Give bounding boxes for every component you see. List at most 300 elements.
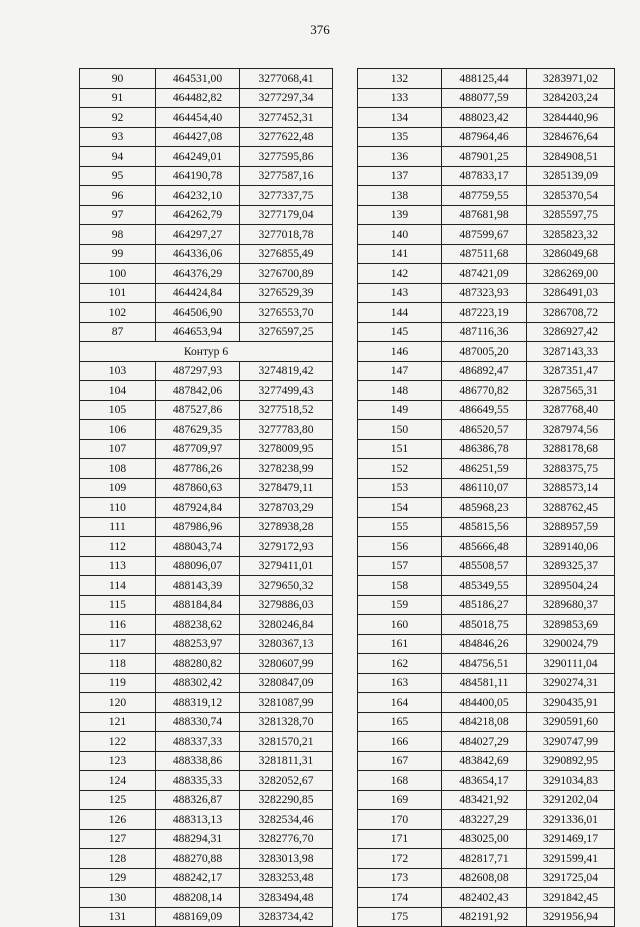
x-coordinate-cell: 464297,27 <box>156 225 240 245</box>
x-coordinate-cell: 486251,59 <box>442 459 527 479</box>
point-number-cell: 132 <box>358 69 442 89</box>
y-coordinate-cell: 3280607,99 <box>240 654 333 674</box>
point-number-cell: 130 <box>80 888 156 908</box>
y-coordinate-cell: 3282052,67 <box>240 771 333 791</box>
table-row <box>80 205 333 225</box>
y-coordinate-cell: 3288957,59 <box>527 517 615 537</box>
y-coordinate-cell: 3277179,04 <box>240 205 333 225</box>
point-number-cell: 139 <box>358 205 442 225</box>
point-number-cell: 106 <box>80 420 156 440</box>
point-number-cell: 97 <box>80 205 156 225</box>
x-coordinate-cell: 485186,27 <box>442 595 527 615</box>
point-number-cell: 141 <box>358 244 442 264</box>
x-coordinate-cell: 464190,78 <box>156 166 240 186</box>
y-coordinate-cell: 3278009,95 <box>240 439 333 459</box>
y-coordinate-cell: 3290274,31 <box>527 673 615 693</box>
point-number-cell: 110 <box>80 498 156 518</box>
point-number-cell: 122 <box>80 732 156 752</box>
y-coordinate-cell: 3288178,68 <box>527 439 615 459</box>
point-number-cell: 167 <box>358 751 442 771</box>
table-row <box>80 498 333 518</box>
point-number-cell: 137 <box>358 166 442 186</box>
x-coordinate-cell: 482608,08 <box>442 868 527 888</box>
x-coordinate-cell: 485349,55 <box>442 576 527 596</box>
table-row <box>80 342 333 362</box>
y-coordinate-cell: 3277452,31 <box>240 108 333 128</box>
table-row <box>358 615 615 635</box>
table-row <box>358 186 615 206</box>
table-row <box>80 186 333 206</box>
point-number-cell: 115 <box>80 595 156 615</box>
table-row <box>358 868 615 888</box>
table-row <box>358 498 615 518</box>
point-number-cell: 117 <box>80 634 156 654</box>
x-coordinate-cell: 486892,47 <box>442 361 527 381</box>
point-number-cell: 159 <box>358 595 442 615</box>
y-coordinate-cell: 3277499,43 <box>240 381 333 401</box>
y-coordinate-cell: 3291725,04 <box>527 868 615 888</box>
x-coordinate-cell: 464506,90 <box>156 303 240 323</box>
table-row <box>358 439 615 459</box>
x-coordinate-cell: 488330,74 <box>156 712 240 732</box>
table-row <box>358 478 615 498</box>
table-row <box>80 868 333 888</box>
x-coordinate-cell: 482191,92 <box>442 907 527 927</box>
point-number-cell: 114 <box>80 576 156 596</box>
y-coordinate-cell: 3282776,70 <box>240 829 333 849</box>
table-row <box>80 849 333 869</box>
table-row <box>358 361 615 381</box>
x-coordinate-cell: 484400,05 <box>442 693 527 713</box>
table-row <box>80 283 333 303</box>
y-coordinate-cell: 3286491,03 <box>527 283 615 303</box>
point-number-cell: 119 <box>80 673 156 693</box>
point-number-cell: 113 <box>80 556 156 576</box>
y-coordinate-cell: 3289853,69 <box>527 615 615 635</box>
x-coordinate-cell: 464376,29 <box>156 264 240 284</box>
x-coordinate-cell: 487964,46 <box>442 127 527 147</box>
y-coordinate-cell: 3287974,56 <box>527 420 615 440</box>
x-coordinate-cell: 485815,56 <box>442 517 527 537</box>
y-coordinate-cell: 3289140,06 <box>527 537 615 557</box>
y-coordinate-cell: 3277018,78 <box>240 225 333 245</box>
y-coordinate-cell: 3281087,99 <box>240 693 333 713</box>
y-coordinate-cell: 3291469,17 <box>527 829 615 849</box>
x-coordinate-cell: 483654,17 <box>442 771 527 791</box>
x-coordinate-cell: 487901,25 <box>442 147 527 167</box>
point-number-cell: 129 <box>80 868 156 888</box>
y-coordinate-cell: 3282534,46 <box>240 810 333 830</box>
y-coordinate-cell: 3291842,45 <box>527 888 615 908</box>
x-coordinate-cell: 464454,40 <box>156 108 240 128</box>
contour-label: Контур 6 <box>80 342 333 362</box>
x-coordinate-cell: 488169,09 <box>156 907 240 927</box>
x-coordinate-cell: 483421,92 <box>442 790 527 810</box>
table-row <box>358 595 615 615</box>
x-coordinate-cell: 487223,19 <box>442 303 527 323</box>
table-body <box>80 69 333 927</box>
table-row <box>358 673 615 693</box>
table-row <box>358 420 615 440</box>
x-coordinate-cell: 486110,07 <box>442 478 527 498</box>
x-coordinate-cell: 483025,00 <box>442 829 527 849</box>
x-coordinate-cell: 487421,09 <box>442 264 527 284</box>
point-number-cell: 123 <box>80 751 156 771</box>
x-coordinate-cell: 488337,33 <box>156 732 240 752</box>
point-number-cell: 104 <box>80 381 156 401</box>
x-coordinate-cell: 464482,82 <box>156 88 240 108</box>
x-coordinate-cell: 485018,75 <box>442 615 527 635</box>
y-coordinate-cell: 3278938,28 <box>240 517 333 537</box>
point-number-cell: 109 <box>80 478 156 498</box>
y-coordinate-cell: 3291034,83 <box>527 771 615 791</box>
x-coordinate-cell: 464427,08 <box>156 127 240 147</box>
y-coordinate-cell: 3284676,64 <box>527 127 615 147</box>
page-number: 376 <box>310 22 330 37</box>
point-number-cell: 116 <box>80 615 156 635</box>
point-number-cell: 174 <box>358 888 442 908</box>
point-number-cell: 95 <box>80 166 156 186</box>
table-row <box>358 634 615 654</box>
y-coordinate-cell: 3284908,51 <box>527 147 615 167</box>
x-coordinate-cell: 485666,48 <box>442 537 527 557</box>
y-coordinate-cell: 3289680,37 <box>527 595 615 615</box>
table-row <box>358 849 615 869</box>
point-number-cell: 142 <box>358 264 442 284</box>
point-number-cell: 155 <box>358 517 442 537</box>
y-coordinate-cell: 3274819,42 <box>240 361 333 381</box>
x-coordinate-cell: 487599,67 <box>442 225 527 245</box>
point-number-cell: 94 <box>80 147 156 167</box>
table-row <box>80 381 333 401</box>
y-coordinate-cell: 3280246,84 <box>240 615 333 635</box>
point-number-cell: 100 <box>80 264 156 284</box>
x-coordinate-cell: 487297,93 <box>156 361 240 381</box>
y-coordinate-cell: 3276529,39 <box>240 283 333 303</box>
x-coordinate-cell: 484756,51 <box>442 654 527 674</box>
x-coordinate-cell: 487681,98 <box>442 205 527 225</box>
y-coordinate-cell: 3277068,41 <box>240 69 333 89</box>
y-coordinate-cell: 3288573,14 <box>527 478 615 498</box>
point-number-cell: 165 <box>358 712 442 732</box>
table-row <box>80 556 333 576</box>
x-coordinate-cell: 482402,43 <box>442 888 527 908</box>
x-coordinate-cell: 464262,79 <box>156 205 240 225</box>
table-row <box>80 303 333 323</box>
y-coordinate-cell: 3291599,41 <box>527 849 615 869</box>
table-row <box>358 654 615 674</box>
table-row <box>80 459 333 479</box>
point-number-cell: 112 <box>80 537 156 557</box>
x-coordinate-cell: 484218,08 <box>442 712 527 732</box>
point-number-cell: 99 <box>80 244 156 264</box>
x-coordinate-cell: 486770,82 <box>442 381 527 401</box>
y-coordinate-cell: 3286269,00 <box>527 264 615 284</box>
x-coordinate-cell: 487786,26 <box>156 459 240 479</box>
y-coordinate-cell: 3277518,52 <box>240 400 333 420</box>
x-coordinate-cell: 482817,71 <box>442 849 527 869</box>
x-coordinate-cell: 488077,59 <box>442 88 527 108</box>
x-coordinate-cell: 488023,42 <box>442 108 527 128</box>
table-row <box>358 381 615 401</box>
x-coordinate-cell: 488270,88 <box>156 849 240 869</box>
table-row <box>358 400 615 420</box>
x-coordinate-cell: 487860,63 <box>156 478 240 498</box>
point-number-cell: 163 <box>358 673 442 693</box>
point-number-cell: 168 <box>358 771 442 791</box>
table-row <box>80 517 333 537</box>
point-number-cell: 143 <box>358 283 442 303</box>
table-row <box>80 888 333 908</box>
x-coordinate-cell: 488294,31 <box>156 829 240 849</box>
point-number-cell: 101 <box>80 283 156 303</box>
y-coordinate-cell: 3279172,93 <box>240 537 333 557</box>
point-number-cell: 145 <box>358 322 442 342</box>
point-number-cell: 151 <box>358 439 442 459</box>
table-row <box>358 322 615 342</box>
point-number-cell: 148 <box>358 381 442 401</box>
x-coordinate-cell: 488280,82 <box>156 654 240 674</box>
point-number-cell: 105 <box>80 400 156 420</box>
y-coordinate-cell: 3276597,25 <box>240 322 333 342</box>
x-coordinate-cell: 488125,44 <box>442 69 527 89</box>
point-number-cell: 154 <box>358 498 442 518</box>
x-coordinate-cell: 464531,00 <box>156 69 240 89</box>
table-row <box>80 127 333 147</box>
y-coordinate-cell: 3279411,01 <box>240 556 333 576</box>
x-coordinate-cell: 487323,93 <box>442 283 527 303</box>
x-coordinate-cell: 484027,29 <box>442 732 527 752</box>
point-number-cell: 152 <box>358 459 442 479</box>
y-coordinate-cell: 3277783,80 <box>240 420 333 440</box>
x-coordinate-cell: 487842,06 <box>156 381 240 401</box>
table-row <box>80 712 333 732</box>
point-number-cell: 135 <box>358 127 442 147</box>
point-number-cell: 111 <box>80 517 156 537</box>
point-number-cell: 138 <box>358 186 442 206</box>
point-number-cell: 175 <box>358 907 442 927</box>
point-number-cell: 87 <box>80 322 156 342</box>
point-number-cell: 136 <box>358 147 442 167</box>
x-coordinate-cell: 487709,97 <box>156 439 240 459</box>
point-number-cell: 169 <box>358 790 442 810</box>
point-number-cell: 93 <box>80 127 156 147</box>
table-row <box>358 693 615 713</box>
coordinates-table-left <box>79 68 333 927</box>
table-row <box>80 108 333 128</box>
point-number-cell: 144 <box>358 303 442 323</box>
point-number-cell: 92 <box>80 108 156 128</box>
x-coordinate-cell: 485968,23 <box>442 498 527 518</box>
table-row <box>358 225 615 245</box>
point-number-cell: 103 <box>80 361 156 381</box>
y-coordinate-cell: 3278703,29 <box>240 498 333 518</box>
y-coordinate-cell: 3288375,75 <box>527 459 615 479</box>
point-number-cell: 171 <box>358 829 442 849</box>
y-coordinate-cell: 3277587,16 <box>240 166 333 186</box>
table-row <box>358 108 615 128</box>
y-coordinate-cell: 3290024,79 <box>527 634 615 654</box>
point-number-cell: 124 <box>80 771 156 791</box>
y-coordinate-cell: 3291202,04 <box>527 790 615 810</box>
y-coordinate-cell: 3281328,70 <box>240 712 333 732</box>
y-coordinate-cell: 3276553,70 <box>240 303 333 323</box>
table-row <box>80 400 333 420</box>
x-coordinate-cell: 488326,87 <box>156 790 240 810</box>
point-number-cell: 147 <box>358 361 442 381</box>
point-number-cell: 120 <box>80 693 156 713</box>
x-coordinate-cell: 488242,17 <box>156 868 240 888</box>
y-coordinate-cell: 3289325,37 <box>527 556 615 576</box>
x-coordinate-cell: 488208,14 <box>156 888 240 908</box>
y-coordinate-cell: 3290435,91 <box>527 693 615 713</box>
x-coordinate-cell: 487924,84 <box>156 498 240 518</box>
point-number-cell: 134 <box>358 108 442 128</box>
y-coordinate-cell: 3284203,24 <box>527 88 615 108</box>
x-coordinate-cell: 486649,55 <box>442 400 527 420</box>
table-row <box>80 634 333 654</box>
x-coordinate-cell: 464653,94 <box>156 322 240 342</box>
x-coordinate-cell: 464232,10 <box>156 186 240 206</box>
table-row <box>358 205 615 225</box>
point-number-cell: 102 <box>80 303 156 323</box>
table-row <box>80 264 333 284</box>
table-row <box>358 829 615 849</box>
x-coordinate-cell: 488313,13 <box>156 810 240 830</box>
x-coordinate-cell: 488184,84 <box>156 595 240 615</box>
point-number-cell: 91 <box>80 88 156 108</box>
table-row <box>358 576 615 596</box>
x-coordinate-cell: 484581,11 <box>442 673 527 693</box>
point-number-cell: 162 <box>358 654 442 674</box>
table-row <box>358 283 615 303</box>
table-row <box>358 166 615 186</box>
x-coordinate-cell: 464249,01 <box>156 147 240 167</box>
table-row <box>80 147 333 167</box>
x-coordinate-cell: 487527,86 <box>156 400 240 420</box>
table-row <box>358 732 615 752</box>
y-coordinate-cell: 3281811,31 <box>240 751 333 771</box>
y-coordinate-cell: 3278479,11 <box>240 478 333 498</box>
y-coordinate-cell: 3279650,32 <box>240 576 333 596</box>
x-coordinate-cell: 488319,12 <box>156 693 240 713</box>
x-coordinate-cell: 488335,33 <box>156 771 240 791</box>
x-coordinate-cell: 487759,55 <box>442 186 527 206</box>
table-row <box>80 439 333 459</box>
table-row <box>80 771 333 791</box>
point-number-cell: 125 <box>80 790 156 810</box>
table-row <box>80 751 333 771</box>
y-coordinate-cell: 3283971,02 <box>527 69 615 89</box>
table-row <box>80 244 333 264</box>
table-row <box>80 537 333 557</box>
table-row <box>80 595 333 615</box>
y-coordinate-cell: 3276855,49 <box>240 244 333 264</box>
table-row <box>80 88 333 108</box>
x-coordinate-cell: 464424,84 <box>156 283 240 303</box>
x-coordinate-cell: 488143,39 <box>156 576 240 596</box>
point-number-cell: 131 <box>80 907 156 927</box>
y-coordinate-cell: 3277622,48 <box>240 127 333 147</box>
y-coordinate-cell: 3290591,60 <box>527 712 615 732</box>
table-row <box>80 907 333 927</box>
y-coordinate-cell: 3285823,32 <box>527 225 615 245</box>
y-coordinate-cell: 3287351,47 <box>527 361 615 381</box>
table-row <box>358 459 615 479</box>
x-coordinate-cell: 488302,42 <box>156 673 240 693</box>
y-coordinate-cell: 3285139,09 <box>527 166 615 186</box>
point-number-cell: 161 <box>358 634 442 654</box>
y-coordinate-cell: 3291956,94 <box>527 907 615 927</box>
table-row <box>80 322 333 342</box>
y-coordinate-cell: 3277595,86 <box>240 147 333 167</box>
y-coordinate-cell: 3287768,40 <box>527 400 615 420</box>
point-number-cell: 96 <box>80 186 156 206</box>
point-number-cell: 164 <box>358 693 442 713</box>
y-coordinate-cell: 3286708,72 <box>527 303 615 323</box>
point-number-cell: 172 <box>358 849 442 869</box>
table-row <box>358 517 615 537</box>
x-coordinate-cell: 488253,97 <box>156 634 240 654</box>
point-number-cell: 173 <box>358 868 442 888</box>
y-coordinate-cell: 3277337,75 <box>240 186 333 206</box>
y-coordinate-cell: 3287143,33 <box>527 342 615 362</box>
table-row <box>358 907 615 927</box>
y-coordinate-cell: 3286927,42 <box>527 322 615 342</box>
point-number-cell: 149 <box>358 400 442 420</box>
y-coordinate-cell: 3290747,99 <box>527 732 615 752</box>
table-row <box>80 69 333 89</box>
x-coordinate-cell: 487511,68 <box>442 244 527 264</box>
x-coordinate-cell: 484846,26 <box>442 634 527 654</box>
y-coordinate-cell: 3281570,21 <box>240 732 333 752</box>
point-number-cell: 121 <box>80 712 156 732</box>
y-coordinate-cell: 3290892,95 <box>527 751 615 771</box>
point-number-cell: 153 <box>358 478 442 498</box>
y-coordinate-cell: 3279886,03 <box>240 595 333 615</box>
y-coordinate-cell: 3283253,48 <box>240 868 333 888</box>
x-coordinate-cell: 486520,57 <box>442 420 527 440</box>
point-number-cell: 160 <box>358 615 442 635</box>
point-number-cell: 90 <box>80 69 156 89</box>
x-coordinate-cell: 487629,35 <box>156 420 240 440</box>
point-number-cell: 108 <box>80 459 156 479</box>
x-coordinate-cell: 487833,17 <box>442 166 527 186</box>
y-coordinate-cell: 3283734,42 <box>240 907 333 927</box>
point-number-cell: 107 <box>80 439 156 459</box>
point-number-cell: 133 <box>358 88 442 108</box>
point-number-cell: 128 <box>80 849 156 869</box>
coordinates-table-right <box>357 68 615 927</box>
table-row <box>358 342 615 362</box>
y-coordinate-cell: 3285597,75 <box>527 205 615 225</box>
y-coordinate-cell: 3277297,34 <box>240 88 333 108</box>
table-row <box>80 732 333 752</box>
table-row <box>80 225 333 245</box>
table-row <box>358 810 615 830</box>
y-coordinate-cell: 3285370,54 <box>527 186 615 206</box>
table-row <box>80 673 333 693</box>
point-number-cell: 126 <box>80 810 156 830</box>
table-row <box>80 576 333 596</box>
y-coordinate-cell: 3283013,98 <box>240 849 333 869</box>
x-coordinate-cell: 488043,74 <box>156 537 240 557</box>
x-coordinate-cell: 488238,62 <box>156 615 240 635</box>
x-coordinate-cell: 487116,36 <box>442 322 527 342</box>
table-row <box>80 166 333 186</box>
table-row <box>80 361 333 381</box>
y-coordinate-cell: 3280847,09 <box>240 673 333 693</box>
